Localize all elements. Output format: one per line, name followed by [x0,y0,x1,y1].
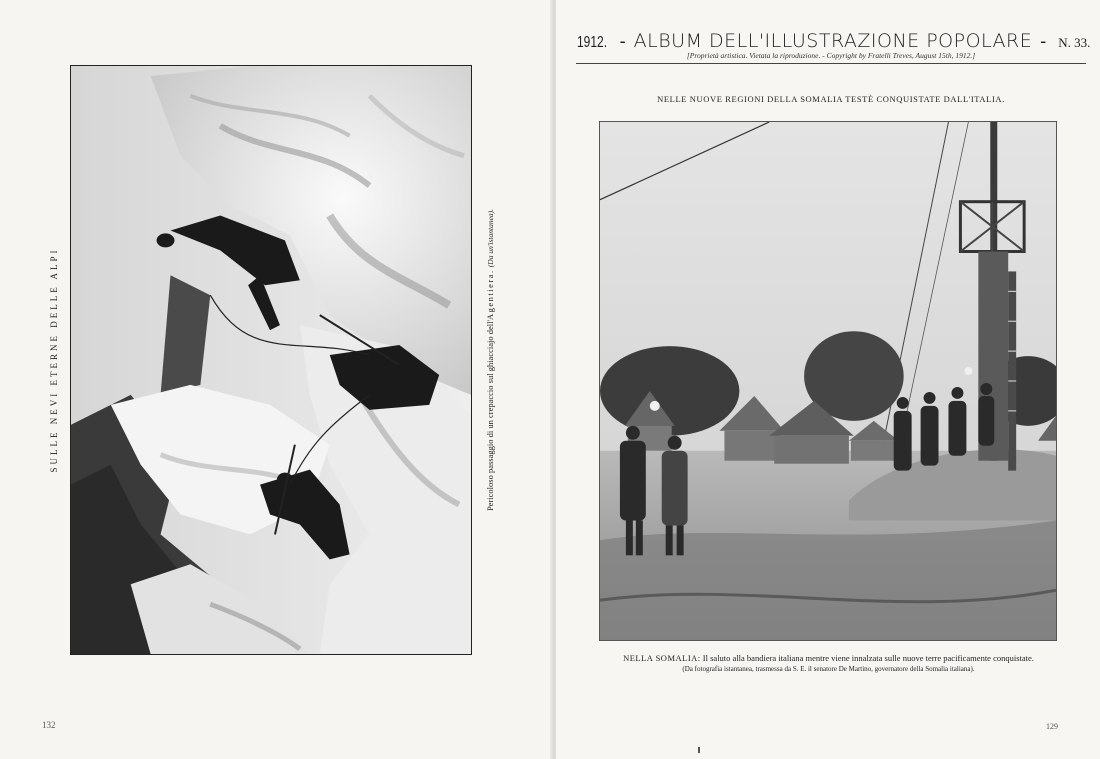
section-title: NELLE NUOVE REGIONI DELLA SOMALIA TESTÈ CONQUISTATE DALL'ITALIA. [657,94,1005,104]
fold-mark [698,747,700,753]
left-caption-note: (Da un'istantanea). [486,208,495,268]
left-caption-main: Pericoloso passaggio di un crepaccio sul ghiacciajo dell' [485,319,495,512]
copyright-line: [Proprietà artistica. Vietata la riproduzione. - Copyright by Fratelli Treves, August 15th, 1912.] [686,51,976,60]
right-caption-line [586,653,1071,664]
right-page-number: 129 [1046,722,1058,731]
alpine-crevasse-photo [70,65,472,655]
left-page-number: 132 [42,720,56,730]
right-caption-source: (Da fotografia istantanea, trasmessa da S. E. il senatore De Martino, governatore della Somalia italiana). [682,665,975,673]
header-dash-1: - [619,31,626,51]
somalia-flag-photo [599,121,1057,641]
right-page [556,0,1100,759]
right-photo-caption [586,653,1071,675]
left-page-vertical-title: SULLE NEVI ETERNE DELLE ALPI [49,247,59,473]
header-dash-2: - [1040,31,1047,51]
magazine-title: ALBUM DELL'ILLUSTRAZIONE POPOLARE [633,30,1033,52]
issue-number: N. 33. [1058,35,1091,50]
header-year: 1912. [576,34,607,51]
header-divider [576,63,1086,64]
right-caption-main: Il saluto alla bandiera italiana mentre viene innalzata sulle nuove terre pacificamente conquistate. [700,653,1034,663]
left-photo-caption [485,209,495,511]
right-caption-lead: NELLA SOMALIA: [623,653,701,663]
magazine-header [576,30,1091,52]
left-caption-place: Agentiera. [485,269,495,320]
